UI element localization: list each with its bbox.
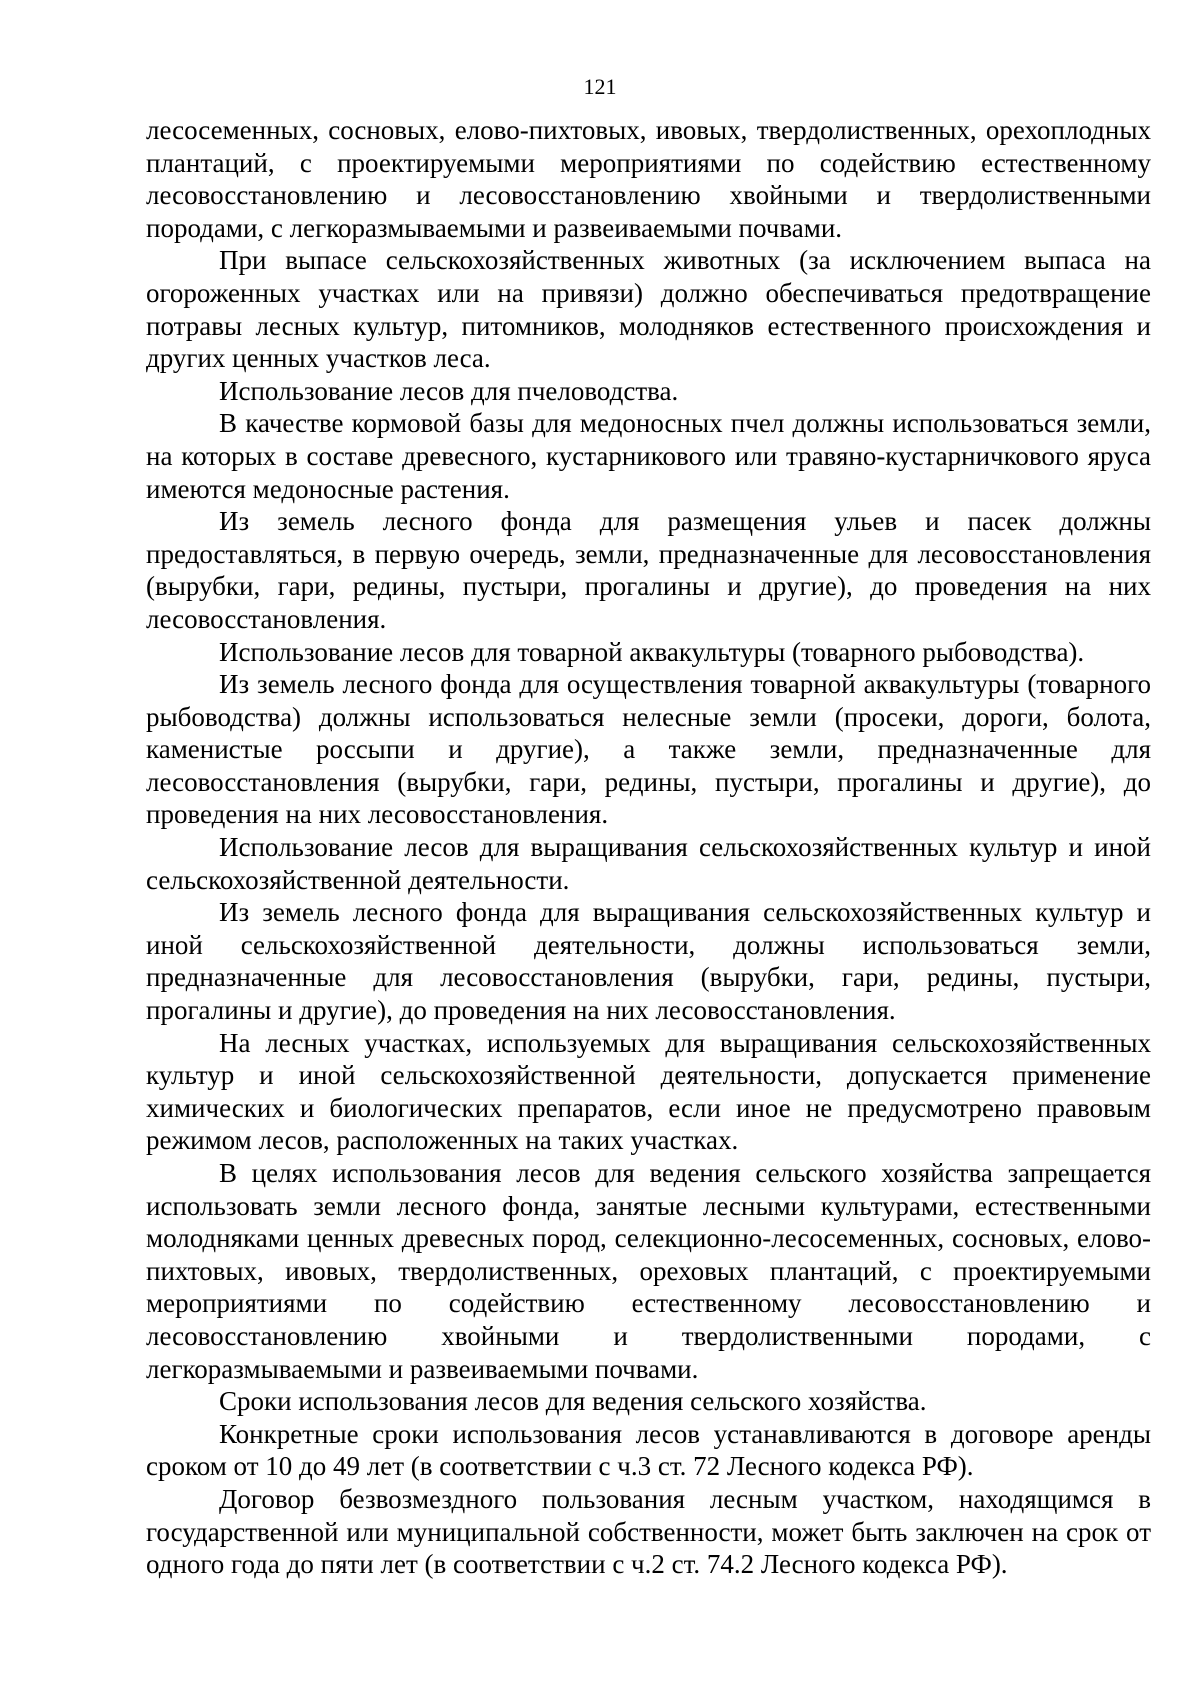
document-body [146, 114, 1151, 1581]
section-heading: Использование лесов для товарной аквакультуры (товарного рыбоводства). [219, 636, 1085, 667]
paragraph-continuation: лесосеменных, сосновых, елово-пихтовых, ивовых, твердолиственных, орехоплодных плантаций, с проектируемыми мероприятиями по содействию естественному лесовосстановлению и лесовосстановлению хвойными и твердолиственными породами, с легкоразмываемыми и развеиваемыми почвами. [146, 115, 1151, 243]
section-heading: Использование лесов для выращивания сельскохозяйственных культур и иной сельскохозяйственной деятельности. [146, 832, 1151, 895]
paragraph: При выпасе сельскохозяйственных животных (за исключением выпаса на огороженных участках или на привязи) должно обеспечиваться предотвращение потравы лесных культур, питомников, молодняков естественного происхождения и других ценных участков леса. [146, 245, 1151, 374]
paragraph: Из земель лесного фонда для выращивания сельскохозяйственных культур и иной сельскохозяйственной деятельности, должны использоваться земли, предназначенные для лесовосстановления (вырубки, гари, редины, пустыри, прогалины и другие), до проведения на них лесовосстановления. [146, 897, 1151, 1026]
paragraph: Из земель лесного фонда для размещения ульев и пасек должны предоставляться, в первую очередь, земли, предназначенные для лесовосстановления (вырубки, гари, редины, пустыри, прогалины и другие), до проведения на них лесовосстановления. [146, 506, 1151, 634]
paragraph: В качестве кормовой базы для медоносных пчел должны использоваться земли, на которых в составе древесного, кустарникового или травяно-кустарничкового яруса имеются медоносные растения. [146, 408, 1151, 504]
paragraph: В целях использования лесов для ведения сельского хозяйства запрещается использовать земли лесного фонда, занятые лесными культурами, естественными молодняками ценных древесных пород, селекционно-лесосеменных, сосновых, елово-пихтовых, ивовых, твердолиственных, ореховых плантаций, с проектируемыми мероприятиями по содействию естественному лесовосстановлению и лесовосстановлению хвойными и твердолиственными породами, с легкоразмываемыми и развеиваемыми почвами. [146, 1158, 1151, 1384]
section-heading: Сроки использования лесов для ведения сельского хозяйства. [219, 1386, 927, 1417]
section-heading: Использование лесов для пчеловодства. [219, 375, 679, 406]
paragraph: Из земель лесного фонда для осуществления товарной аквакультуры (товарного рыбоводства) должны использоваться нелесные земли (просеки, дороги, болота, каменистые россыпи и другие), а также земли, предназначенные для лесовосстановления (вырубки, гари, редины, пустыри, прогалины и другие), до проведения на них лесовосстановления. [146, 669, 1151, 830]
paragraph: Конкретные сроки использования лесов устанавливаются в договоре аренды сроком от 10 до 49 лет (в соответствии с ч.3 ст. 72 Лесного кодекса РФ). [146, 1418, 1151, 1482]
page-number: 121 [583, 74, 617, 99]
paragraph: Договор безвозмездного пользования лесным участком, находящимся в государственной или муниципальной собственности, может быть заключен на срок от одного года до пяти лет (в соответствии с ч.2 ст. 74.2 Лесного кодекса РФ). [146, 1483, 1151, 1580]
paragraph: На лесных участках, используемых для выращивания сельскохозяйственных культур и иной сельскохозяйственной деятельности, допускается применение химических и биологических препаратов, если иное не предусмотрено правовым режимом лесов, расположенных на таких участках. [146, 1027, 1151, 1156]
